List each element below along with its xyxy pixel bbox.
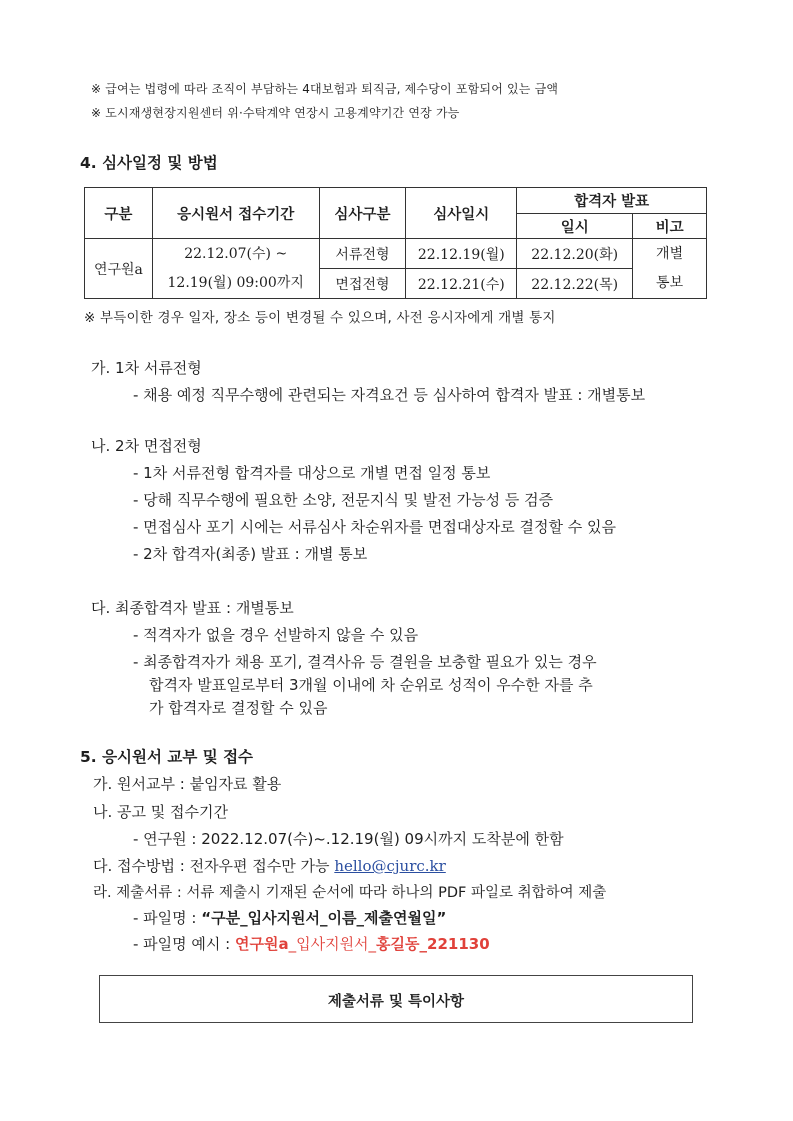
filename-label: - 파일명 : bbox=[133, 909, 202, 927]
section-5-title: 5. 응시원서 교부 및 접수 bbox=[80, 748, 254, 766]
subsection-5-da bbox=[93, 855, 446, 876]
subsection-5-na: 나. 공고 및 접수기간 bbox=[93, 803, 228, 821]
cell-period bbox=[152, 239, 319, 299]
subsection-5-ra: 라. 제출서류 : 서류 제출시 기재된 순서에 따라 하나의 PDF 파일로 취합하여 제출 bbox=[93, 885, 607, 901]
cell-date: 22.12.19(월) bbox=[406, 239, 517, 269]
submission-documents-box bbox=[99, 975, 693, 1023]
cell-type: 면접전형 bbox=[319, 269, 406, 299]
header-period: 응시원서 접수기간 bbox=[152, 188, 319, 239]
cell-date: 22.12.21(수) bbox=[406, 269, 517, 299]
example-part-category: 연구원a bbox=[235, 935, 289, 953]
header-category: 구분 bbox=[85, 188, 153, 239]
cell-category: 연구원a bbox=[85, 239, 153, 299]
cell-announce: 22.12.20(화) bbox=[517, 239, 633, 269]
header-date: 심사일시 bbox=[406, 188, 517, 239]
period-bullet: - 연구원 : 2022.12.07(수)~.12.19(월) 09시까지 도착분에 한함 bbox=[133, 830, 564, 848]
na-bullet: - 1차 서류전형 합격자를 대상으로 개별 면접 일정 통보 bbox=[133, 464, 491, 482]
example-label: - 파일명 예시 : bbox=[133, 935, 235, 953]
na-bullet: - 면접심사 포기 시에는 서류심사 차순위자를 면접대상자로 결정할 수 있음 bbox=[133, 518, 617, 536]
table-footnote: ※ 부득이한 경우 일자, 장소 등이 변경될 수 있으며, 사전 응시자에게 개별 통지 bbox=[84, 310, 556, 326]
note-line-1: 개별 bbox=[656, 245, 684, 262]
cell-type: 서류전형 bbox=[319, 239, 406, 269]
da-continuation: 가 합격자로 결정할 수 있음 bbox=[149, 699, 328, 717]
ga-bullet: - 채용 예정 직무수행에 관련되는 자격요건 등 심사하여 합격자 발표 : 개별통보 bbox=[133, 386, 646, 404]
subsection-da-title: 다. 최종합격자 발표 : 개별통보 bbox=[91, 599, 294, 617]
da-bullet: - 적격자가 없을 경우 선발하지 않을 수 있음 bbox=[133, 626, 419, 644]
na-bullet: - 2차 합격자(최종) 발표 : 개별 통보 bbox=[133, 545, 368, 563]
subsection-5-ga: 가. 원서교부 : 붙임자료 활용 bbox=[93, 775, 282, 793]
cell-note bbox=[633, 239, 707, 299]
cell-announce: 22.12.22(목) bbox=[517, 269, 633, 299]
section-4-title: 4. 심사일정 및 방법 bbox=[80, 154, 218, 172]
header-announce: 합격자 발표 bbox=[517, 188, 707, 214]
filename-format: “구분_입사지원서_이름_제출연월일” bbox=[201, 909, 447, 927]
note-contract-extension: ※ 도시재생현장지원센터 위·수탁계약 연장시 고용계약기간 연장 가능 bbox=[91, 106, 460, 120]
note-line-2: 통보 bbox=[656, 274, 684, 291]
header-announce-date: 일시 bbox=[517, 214, 633, 239]
email-link[interactable]: hello@cjurc.kr bbox=[334, 857, 446, 875]
header-type: 심사구분 bbox=[319, 188, 406, 239]
da-bullet: - 최종합격자가 채용 포기, 결격사유 등 결원을 보충할 필요가 있는 경우 bbox=[133, 653, 597, 671]
subsection-ga-title: 가. 1차 서류전형 bbox=[91, 359, 202, 377]
filename-example-line bbox=[133, 933, 490, 954]
subsection-na-title: 나. 2차 면접전형 bbox=[91, 437, 202, 455]
box-title: 제출서류 및 특이사항 bbox=[327, 994, 465, 1010]
schedule-table bbox=[84, 187, 707, 299]
na-bullet: - 당해 직무수행에 필요한 소양, 전문지식 및 발전 가능성 등 검증 bbox=[133, 491, 554, 509]
header-note: 비고 bbox=[633, 214, 707, 239]
note-salary: ※ 급여는 법령에 따라 조직이 부담하는 4대보험과 퇴직금, 제수당이 포함되어 있는 금액 bbox=[91, 82, 559, 96]
example-part-name: 홍길동_221130 bbox=[376, 935, 490, 953]
period-line-2: 12.19(월) 09:00까지 bbox=[167, 274, 304, 291]
period-line-1: 22.12.07(수) ~ bbox=[184, 245, 288, 262]
da-continuation: 합격자 발표일로부터 3개월 이내에 차 순위로 성적이 우수한 자를 추 bbox=[149, 676, 593, 694]
method-text: 다. 접수방법 : 전자우편 접수만 가능 bbox=[93, 857, 330, 875]
example-part-form: _입사지원서_ bbox=[288, 935, 377, 953]
filename-line bbox=[133, 907, 446, 928]
